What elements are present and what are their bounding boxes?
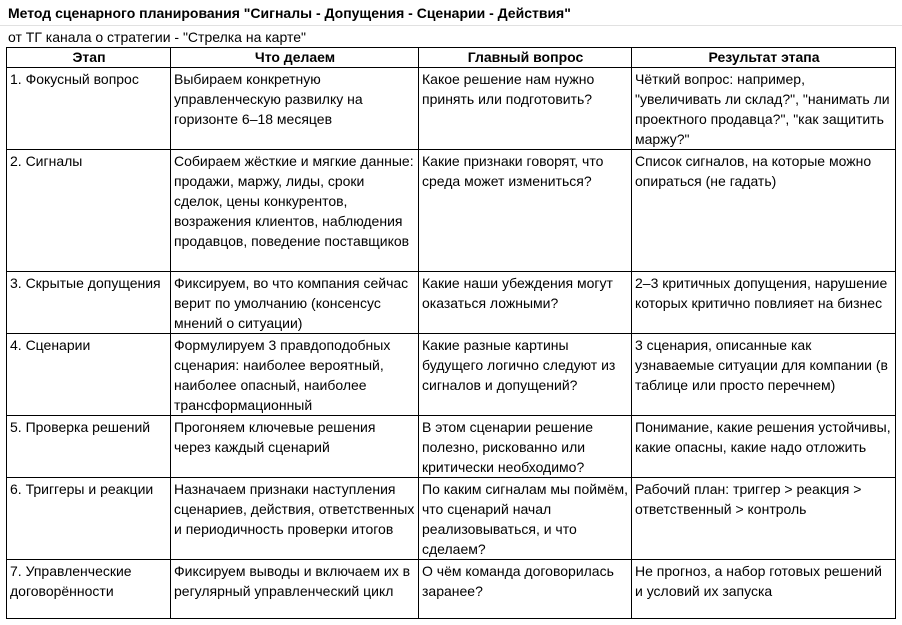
cell-question[interactable]: О чём команда договорилась заранее? (419, 560, 632, 619)
header-stage[interactable]: Этап (7, 48, 171, 68)
cell-stage[interactable]: 7. Управленческие договорённости (7, 560, 171, 619)
cell-stage[interactable]: 2. Сигналы (7, 150, 171, 272)
cell-stage[interactable]: 6. Триггеры и реакции (7, 478, 171, 560)
cell-action[interactable]: Фиксируем выводы и включаем их в регулярный управленческий цикл (171, 560, 419, 619)
cell-result[interactable]: 2–3 критичных допущения, нарушение которых критично повлияет на бизнес (632, 272, 896, 334)
document-subtitle: от ТГ канала о стратегии - "Стрелка на карте" (8, 29, 306, 45)
cell-question[interactable]: Какие наши убеждения могут оказаться ложными? (419, 272, 632, 334)
cell-action[interactable]: Фиксируем, во что компания сейчас верит по умолчанию (консенсус мнений о ситуации) (171, 272, 419, 334)
cell-action[interactable]: Формулируем 3 правдоподобных сценария: наиболее вероятный, наиболее опасный, наиболее трансформационный (171, 334, 419, 416)
cell-question[interactable]: Какое решение нам нужно принять или подготовить? (419, 68, 632, 150)
cell-stage[interactable]: 4. Сценарии (7, 334, 171, 416)
cell-question[interactable]: По каким сигналам мы поймём, что сценарий начал реализовываться, и что сделаем? (419, 478, 632, 560)
header-result[interactable]: Результат этапа (632, 48, 896, 68)
subtitle-row (0, 26, 902, 47)
header-question[interactable]: Главный вопрос (419, 48, 632, 68)
cell-result[interactable]: Понимание, какие решения устойчивы, какие опасны, какие надо отложить (632, 416, 896, 478)
cell-result[interactable]: Список сигналов, на которые можно опираться (не гадать) (632, 150, 896, 272)
scenario-planning-table (6, 47, 896, 619)
table-row (7, 334, 896, 416)
cell-stage[interactable]: 5. Проверка решений (7, 416, 171, 478)
cell-action[interactable]: Прогоняем ключевые решения через каждый сценарий (171, 416, 419, 478)
cell-stage[interactable]: 3. Скрытые допущения (7, 272, 171, 334)
cell-result[interactable]: Не прогноз, а набор готовых решений и условий их запуска (632, 560, 896, 619)
cell-action[interactable]: Назначаем признаки наступления сценариев, действия, ответственных и периодичность проверки итогов (171, 478, 419, 560)
title-row (0, 0, 902, 26)
cell-question[interactable]: В этом сценарии решение полезно, рискованно или критически необходимо? (419, 416, 632, 478)
table-row (7, 560, 896, 619)
cell-question[interactable]: Какие разные картины будущего логично следуют из сигналов и допущений? (419, 334, 632, 416)
cell-action[interactable]: Собираем жёсткие и мягкие данные: продажи, маржу, лиды, сроки сделок, цены конкурентов, возражения клиентов, наблюдения продавцов, поведение поставщиков (171, 150, 419, 272)
document-title: Метод сценарного планирования "Сигналы - Допущения - Сценарии - Действия" (8, 5, 571, 21)
cell-result[interactable]: 3 сценария, описанные как узнаваемые ситуации для компании (в таблице или просто перечнем) (632, 334, 896, 416)
cell-question[interactable]: Какие признаки говорят, что среда может измениться? (419, 150, 632, 272)
header-action[interactable]: Что делаем (171, 48, 419, 68)
header-row (7, 48, 896, 68)
table-row (7, 68, 896, 150)
cell-result[interactable]: Чёткий вопрос: например, "увеличивать ли склад?", "нанимать ли проектного продавца?", "как защитить маржу?" (632, 68, 896, 150)
cell-stage[interactable]: 1. Фокусный вопрос (7, 68, 171, 150)
cell-result[interactable]: Рабочий план: триггер > реакция > ответственный > контроль (632, 478, 896, 560)
table-row (7, 272, 896, 334)
table-row (7, 150, 896, 272)
table-row (7, 478, 896, 560)
cell-action[interactable]: Выбираем конкретную управленческую развилку на горизонте 6–18 месяцев (171, 68, 419, 150)
table-row (7, 416, 896, 478)
